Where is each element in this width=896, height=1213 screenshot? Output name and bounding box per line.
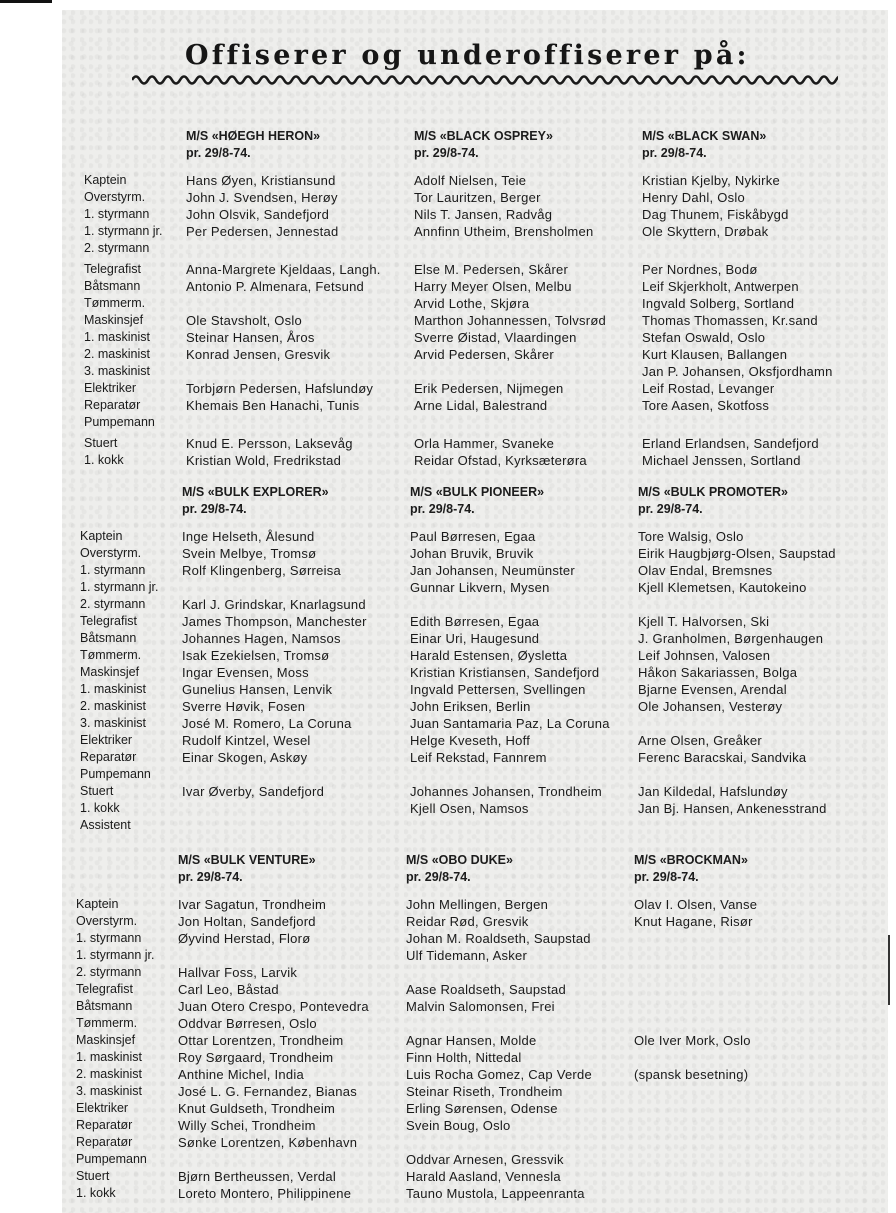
crew-entry: Johan M. Roaldseth, Saupstad <box>406 931 591 946</box>
crew-entry <box>410 817 610 834</box>
crew-entry: Jan P. Johansen, Oksfjordhamn <box>642 364 833 379</box>
crew-entry <box>186 363 381 380</box>
role-label: 2. maskinist <box>84 347 150 361</box>
crew-column <box>406 896 592 1202</box>
crew-entry: John Mellingen, Bergen <box>406 897 549 912</box>
crew-entry: Karl J. Grindskar, Knarlagsund <box>182 597 366 612</box>
crew-entry: Aase Roaldseth, Saupstad <box>406 982 566 997</box>
crew-entry: Roy Sørgaard, Trondheim <box>178 1050 334 1065</box>
ship-header <box>634 852 748 886</box>
crew-entry: Harry Meyer Olsen, Melbu <box>414 279 572 294</box>
crew-entry: Ingar Evensen, Moss <box>182 665 309 680</box>
ship-header <box>186 128 320 162</box>
crew-entry: Torbjørn Pedersen, Hafslundøy <box>186 381 374 396</box>
wave-divider <box>132 72 838 88</box>
ship-name: M/S «BLACK OSPREY» <box>414 129 553 143</box>
crew-entry: Per Nordnes, Bodø <box>642 262 758 277</box>
crew-entry <box>634 1049 757 1066</box>
crew-entry <box>410 766 610 783</box>
ship-header <box>410 484 544 518</box>
crew-entry: Antonio P. Almenara, Fetsund <box>186 279 365 294</box>
roster-date: pr. 29/8-74. <box>410 502 475 516</box>
crew-entry: Erik Pedersen, Nijmegen <box>414 381 564 396</box>
crew-column <box>410 528 610 834</box>
crew-column <box>638 528 836 834</box>
crew-entry: Arvid Lothe, Skjøra <box>414 296 530 311</box>
role-label: 3. maskinist <box>84 364 150 378</box>
edge-mark <box>888 935 890 1005</box>
crew-entry <box>634 1185 757 1202</box>
role-label: 1. styrmann <box>84 207 150 221</box>
ship-name: M/S «BULK EXPLORER» <box>182 485 329 499</box>
crew-entry <box>182 817 367 834</box>
crew-entry: Eirik Haugbjørg-Olsen, Saupstad <box>638 546 836 561</box>
crew-entry: Anna-Margrete Kjeldaas, Langh. <box>186 262 381 277</box>
crew-entry: Kristian Kjelby, Nykirke <box>642 173 780 188</box>
crew-entry: Bjarne Evensen, Arendal <box>638 682 787 697</box>
crew-entry: (spansk besetning) <box>634 1067 749 1082</box>
crew-entry: Hans Øyen, Kristiansund <box>186 173 336 188</box>
crew-entry: Leif Johnsen, Valosen <box>638 648 771 663</box>
crew-entry <box>642 240 833 257</box>
crew-entry <box>186 240 381 257</box>
crew-entry: Khemais Ben Hanachi, Tunis <box>186 398 360 413</box>
crew-entry <box>406 1015 592 1032</box>
crew-entry: Arne Lidal, Balestrand <box>414 398 548 413</box>
role-label: 1. styrmann <box>80 563 146 577</box>
crew-entry: Ulf Tidemann, Asker <box>406 948 528 963</box>
crew-entry <box>178 1151 369 1168</box>
crew-entry: Ivar Øverby, Sandefjord <box>182 784 325 799</box>
crew-entry: Arvid Pedersen, Skårer <box>414 347 554 362</box>
ship-header <box>182 484 329 518</box>
crew-entry: Marthon Johannessen, Tolvsrød <box>414 313 606 328</box>
crew-entry: Erling Sørensen, Odense <box>406 1101 558 1116</box>
crew-entry: Sverre Øistad, Vlaardingen <box>414 330 577 345</box>
crew-entry <box>414 363 606 380</box>
role-label: 1. kokk <box>84 453 124 467</box>
ship-name: M/S «BULK PROMOTER» <box>638 485 789 499</box>
crew-entry <box>634 930 757 947</box>
crew-entry: Knut Hagane, Risør <box>634 914 753 929</box>
role-label: Stuert <box>80 784 114 798</box>
role-label: 1. maskinist <box>76 1050 142 1064</box>
ship-name: M/S «HØEGH HERON» <box>186 129 321 143</box>
crew-column <box>642 172 833 469</box>
crew-entry: Steinar Hansen, Åros <box>186 330 315 345</box>
role-label: Telegrafist <box>76 982 133 996</box>
crew-entry: Tore Aasen, Skotfoss <box>642 398 770 413</box>
crew-entry: Luis Rocha Gomez, Cap Verde <box>406 1067 592 1082</box>
crew-entry: Reidar Rød, Gresvik <box>406 914 529 929</box>
crew-entry: Ingvald Solberg, Sortland <box>642 296 795 311</box>
crew-entry: Johannes Johansen, Trondheim <box>410 784 603 799</box>
crew-entry <box>634 1015 757 1032</box>
role-column <box>84 172 163 469</box>
role-label: 1. styrmann jr. <box>80 580 159 594</box>
crew-entry: José L. G. Fernandez, Bianas <box>178 1084 357 1099</box>
crew-entry: Edith Børresen, Egaa <box>410 614 540 629</box>
crew-entry: Jan Bj. Hansen, Ankenesstrand <box>638 801 827 816</box>
role-label: 1. styrmann <box>76 931 142 945</box>
role-label: Pumpemann <box>76 1152 147 1166</box>
crew-entry: Einar Uri, Haugesund <box>410 631 540 646</box>
role-label: Tømmerm. <box>76 1016 138 1030</box>
crew-entry: Orla Hammer, Svaneke <box>414 436 555 451</box>
crew-entry: Kurt Klausen, Ballangen <box>642 347 788 362</box>
role-label: Elektriker <box>80 733 133 747</box>
crew-column <box>178 896 369 1202</box>
crew-entry: John J. Svendsen, Herøy <box>186 190 338 205</box>
crew-entry: Isak Ezekielsen, Tromsø <box>182 648 330 663</box>
crew-entry: Harald Aasland, Vennesla <box>406 1169 561 1184</box>
crew-entry: Håkon Sakariassen, Bolga <box>638 665 798 680</box>
crew-entry: Rolf Klingenberg, Sørreisa <box>182 563 341 578</box>
role-label: Stuert <box>84 436 118 450</box>
crew-column <box>634 896 757 1202</box>
ship-header <box>406 852 513 886</box>
crew-entry: Jan Johansen, Neumünster <box>410 563 575 578</box>
crew-entry <box>178 947 369 964</box>
role-label: Telegrafist <box>84 262 141 276</box>
crew-entry: Kjell T. Halvorsen, Ski <box>638 614 770 629</box>
crew-entry <box>642 414 833 431</box>
crew-entry: Ivar Sagatun, Trondheim <box>178 897 327 912</box>
crew-entry: Kjell Osen, Namsos <box>410 801 529 816</box>
role-label: Reparatør <box>80 750 137 764</box>
crew-entry <box>634 1168 757 1185</box>
crew-entry <box>634 981 757 998</box>
crew-entry: Willy Schei, Trondheim <box>178 1118 316 1133</box>
role-label: 2. styrmann <box>76 965 142 979</box>
crew-entry <box>634 1117 757 1134</box>
crew-entry: Kristian Wold, Fredrikstad <box>186 453 342 468</box>
crew-entry: Hallvar Foss, Larvik <box>178 965 298 980</box>
crew-entry: James Thompson, Manchester <box>182 614 367 629</box>
crew-entry <box>406 964 592 981</box>
crew-entry: Paul Børresen, Egaa <box>410 529 536 544</box>
ship-header <box>638 484 788 518</box>
crew-entry: Adolf Nielsen, Teie <box>414 173 527 188</box>
crew-entry: Svein Boug, Oslo <box>406 1118 511 1133</box>
role-label: 3. maskinist <box>80 716 146 730</box>
crew-column <box>414 172 606 469</box>
roster-date: pr. 29/8-74. <box>182 502 247 516</box>
role-label: Kaptein <box>76 897 119 911</box>
crew-entry <box>634 998 757 1015</box>
crew-entry: José M. Romero, La Coruna <box>182 716 352 731</box>
ship-name: M/S «OBO DUKE» <box>406 853 513 867</box>
roster-date: pr. 29/8-74. <box>406 870 471 884</box>
crew-entry <box>634 964 757 981</box>
crew-entry: Anthine Michel, India <box>178 1067 304 1082</box>
crew-entry: Sverre Høvik, Fosen <box>182 699 306 714</box>
role-label: Maskinsjef <box>80 665 140 679</box>
ship-header <box>178 852 316 886</box>
crew-entry <box>638 596 836 613</box>
crew-entry: Einar Skogen, Askøy <box>182 750 308 765</box>
role-label: Kaptein <box>80 529 123 543</box>
crew-entry: Olav Endal, Bremsnes <box>638 563 773 578</box>
crew-entry <box>182 579 367 596</box>
crew-entry: Per Pedersen, Jennestad <box>186 224 339 239</box>
crew-entry <box>634 1134 757 1151</box>
crew-entry: Leif Rostad, Levanger <box>642 381 775 396</box>
role-label: 1. styrmann jr. <box>84 224 163 238</box>
role-column <box>80 528 159 834</box>
crew-entry: Rudolf Kintzel, Wesel <box>182 733 311 748</box>
crew-entry: Gunelius Hansen, Lenvik <box>182 682 333 697</box>
role-label: Kaptein <box>84 173 127 187</box>
role-label: Overstyrm. <box>84 190 146 204</box>
crew-entry: Harald Estensen, Øysletta <box>410 648 568 663</box>
crew-entry: Ingvald Pettersen, Svellingen <box>410 682 586 697</box>
role-label: 1. maskinist <box>84 330 150 344</box>
crew-entry <box>410 596 610 613</box>
crew-entry <box>186 414 381 431</box>
crew-entry: Tore Walsig, Oslo <box>638 529 744 544</box>
crew-entry: Michael Jenssen, Sortland <box>642 453 801 468</box>
crew-entry: Inge Helseth, Ålesund <box>182 529 315 544</box>
crew-entry: Reidar Ofstad, Kyrksæterøra <box>414 453 587 468</box>
crew-column <box>186 172 381 469</box>
crew-entry: Thomas Thomassen, Kr.sand <box>642 313 818 328</box>
crew-entry: Ferenc Baracskai, Sandvika <box>638 750 807 765</box>
crew-entry: Henry Dahl, Oslo <box>642 190 745 205</box>
roster-date: pr. 29/8-74. <box>642 146 707 160</box>
crew-entry: Knut Guldseth, Trondheim <box>178 1101 336 1116</box>
crew-entry: J. Granholmen, Børgenhaugen <box>638 631 824 646</box>
role-label: Tømmerm. <box>84 296 146 310</box>
crew-entry <box>186 295 381 312</box>
crew-entry: Ottar Lorentzen, Trondheim <box>178 1033 344 1048</box>
roster-date: pr. 29/8-74. <box>634 870 699 884</box>
crew-entry: Malvin Salomonsen, Frei <box>406 999 555 1014</box>
crew-entry: Finn Holth, Nittedal <box>406 1050 522 1065</box>
role-label: Reparatør <box>76 1118 133 1132</box>
crew-entry <box>406 1134 592 1151</box>
role-label: 2. maskinist <box>76 1067 142 1081</box>
crew-entry: Ole Skyttern, Drøbak <box>642 224 769 239</box>
ship-name: M/S «BULK VENTURE» <box>178 853 316 867</box>
role-label: 1. styrmann jr. <box>76 948 155 962</box>
crew-entry: Tauno Mustola, Lappeenranta <box>406 1186 585 1201</box>
crew-entry: Bjørn Bertheussen, Verdal <box>178 1169 336 1184</box>
crew-entry: Knud E. Persson, Laksevåg <box>186 436 353 451</box>
role-column <box>76 896 155 1202</box>
crew-entry: Ole Stavsholt, Oslo <box>186 313 303 328</box>
role-label: Båtsmann <box>76 999 133 1013</box>
crew-entry <box>634 1083 757 1100</box>
crew-column <box>182 528 367 834</box>
ship-name: M/S «BLACK SWAN» <box>642 129 767 143</box>
crew-entry: Olav I. Olsen, Vanse <box>634 897 758 912</box>
crew-entry: Øyvind Herstad, Florø <box>178 931 311 946</box>
crew-entry: Oddvar Børresen, Oslo <box>178 1016 317 1031</box>
role-label: 1. kokk <box>76 1186 116 1200</box>
crew-entry: Jan Kildedal, Hafslundøy <box>638 784 788 799</box>
crew-entry: Carl Leo, Båstad <box>178 982 279 997</box>
role-label: 2. styrmann <box>80 597 146 611</box>
role-label: Overstyrm. <box>80 546 142 560</box>
crew-entry: Erland Erlandsen, Sandefjord <box>642 436 819 451</box>
role-label: Assistent <box>80 818 131 832</box>
crew-entry: John Eriksen, Berlin <box>410 699 531 714</box>
role-label: Stuert <box>76 1169 110 1183</box>
role-label: Pumpemann <box>84 415 155 429</box>
crew-entry <box>182 766 367 783</box>
role-label: Pumpemann <box>80 767 151 781</box>
crew-entry: Konrad Jensen, Gresvik <box>186 347 331 362</box>
crew-entry: Ole Iver Mork, Oslo <box>634 1033 751 1048</box>
role-label: 1. maskinist <box>80 682 146 696</box>
role-label: Overstyrm. <box>76 914 138 928</box>
ship-header <box>414 128 553 162</box>
role-label: Maskinsjef <box>76 1033 136 1047</box>
crew-entry: Tor Lauritzen, Berger <box>414 190 541 205</box>
crew-entry <box>634 1100 757 1117</box>
crew-entry <box>634 947 757 964</box>
crew-entry: Helge Kveseth, Hoff <box>410 733 531 748</box>
role-label: 2. styrmann <box>84 241 150 255</box>
crew-entry: Else M. Pedersen, Skårer <box>414 262 569 277</box>
crew-entry <box>414 414 606 431</box>
roster-date: pr. 29/8-74. <box>638 502 703 516</box>
roster-date: pr. 29/8-74. <box>178 870 243 884</box>
crew-entry: Nils T. Jansen, Radvåg <box>414 207 553 222</box>
role-label: 3. maskinist <box>76 1084 142 1098</box>
crew-entry: Sønke Lorentzen, København <box>178 1135 358 1150</box>
crew-entry: Kristian Kristiansen, Sandefjord <box>410 665 600 680</box>
page-title: Offiserer og underoffiserer på: <box>185 40 750 71</box>
page-edge-mark <box>0 0 52 3</box>
crew-entry: Kjell Klemetsen, Kautokeino <box>638 580 807 595</box>
crew-entry: Gunnar Likvern, Mysen <box>410 580 550 595</box>
crew-entry <box>638 766 836 783</box>
crew-entry: Johannes Hagen, Namsos <box>182 631 341 646</box>
crew-entry: Annfinn Utheim, Brensholmen <box>414 224 594 239</box>
crew-entry: Dag Thunem, Fiskåbygd <box>642 207 789 222</box>
crew-entry: Juan Otero Crespo, Pontevedra <box>178 999 369 1014</box>
crew-entry: Oddvar Arnesen, Gressvik <box>406 1152 564 1167</box>
crew-entry: Johan Bruvik, Bruvik <box>410 546 534 561</box>
crew-entry: Leif Skjerkholt, Antwerpen <box>642 279 799 294</box>
role-label: Tømmerm. <box>80 648 142 662</box>
crew-entry: Juan Santamaria Paz, La Coruna <box>410 716 610 731</box>
role-label: Reparatør <box>76 1135 133 1149</box>
ship-name: M/S «BROCKMAN» <box>634 853 748 867</box>
crew-entry: Svein Melbye, Tromsø <box>182 546 317 561</box>
crew-entry: Leif Rekstad, Fannrem <box>410 750 547 765</box>
crew-entry <box>634 1151 757 1168</box>
roster-date: pr. 29/8-74. <box>414 146 479 160</box>
crew-entry: Jon Holtan, Sandefjord <box>178 914 316 929</box>
crew-entry <box>414 240 606 257</box>
role-label: 1. kokk <box>80 801 120 815</box>
crew-entry: Ole Johansen, Vesterøy <box>638 699 783 714</box>
role-label: 2. maskinist <box>80 699 146 713</box>
ship-name: M/S «BULK PIONEER» <box>410 485 545 499</box>
role-label: Elektriker <box>76 1101 129 1115</box>
crew-entry: John Olsvik, Sandefjord <box>186 207 330 222</box>
role-label: Elektriker <box>84 381 137 395</box>
role-label: Telegrafist <box>80 614 137 628</box>
roster-date: pr. 29/8-74. <box>186 146 251 160</box>
role-label: Reparatør <box>84 398 141 412</box>
crew-entry: Agnar Hansen, Molde <box>406 1033 537 1048</box>
role-label: Båtsmann <box>80 631 137 645</box>
role-label: Maskinsjef <box>84 313 144 327</box>
crew-entry <box>638 817 836 834</box>
crew-entry <box>182 800 367 817</box>
crew-entry: Steinar Riseth, Trondheim <box>406 1084 563 1099</box>
crew-entry: Loreto Montero, Philippinene <box>178 1186 352 1201</box>
crew-entry: Stefan Oswald, Oslo <box>642 330 766 345</box>
crew-entry <box>638 715 836 732</box>
ship-header <box>642 128 766 162</box>
crew-entry: Arne Olsen, Greåker <box>638 733 762 748</box>
role-label: Båtsmann <box>84 279 141 293</box>
